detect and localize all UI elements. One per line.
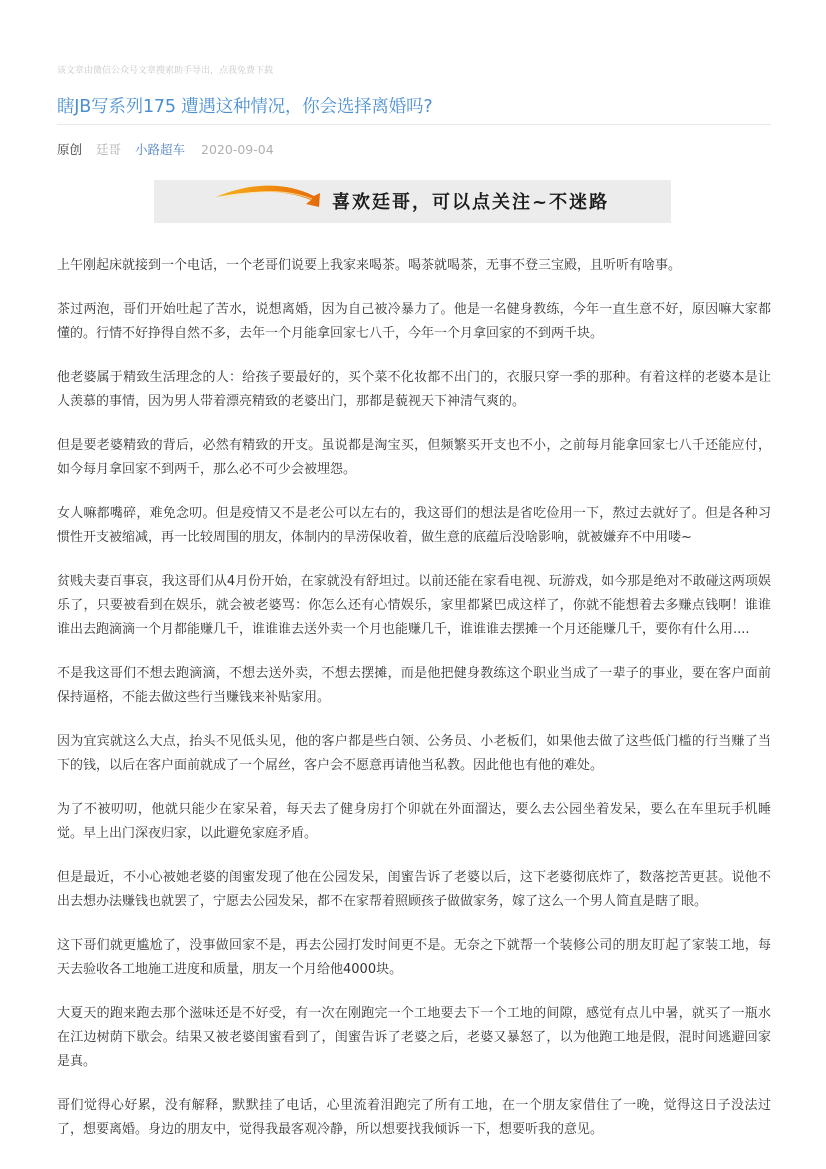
article-paragraph: 但是要老婆精致的背后，必然有精致的开支。虽说都是淘宝买，但频繁买开支也不小，之前每月能拿回家七八千还能应付，如今每月拿回家不到两千，那么必不可少会被埋怨。: [57, 438, 771, 477]
publish-date: 2020-09-04: [201, 142, 274, 157]
account-name-link[interactable]: 小路超车: [135, 142, 186, 157]
author-name: 廷哥: [96, 142, 122, 157]
original-label: 原创: [57, 142, 83, 157]
article-paragraph: 他老婆属于精致生活理念的人：给孩子要最好的，买个菜不化妆都不出门的，衣服只穿一季的那种。有着这样的老婆本是让人羡慕的事情，因为男人带着漂亮精致的老婆出门，那都是藐视天下神清气爽的。: [57, 370, 771, 409]
article-paragraph: 哥们觉得心好累，没有解释，默默挂了电话，心里流着泪跑完了所有工地，在一个朋友家借住了一晚，觉得这日子没法过了，想要离婚。身边的朋友中，觉得我最客观冷静，所以想要找我倾诉一下，想要听我的意见。: [57, 1098, 771, 1137]
article-paragraph: 但是最近，不小心被她老婆的闺蜜发现了他在公园发呆，闺蜜告诉了老婆以后，这下老婆彻底炸了，数落挖苦更甚。说他不出去想办法赚钱也就罢了，宁愿去公园发呆，都不在家帮着照顾孩子做做家务，嫁了这么一个男人简直是瞎了眼。: [57, 870, 771, 909]
title-divider: [57, 124, 771, 125]
article-paragraph: 贫贱夫妻百事哀，我这哥们从4月份开始，在家就没有舒坦过。以前还能在家看电视、玩游戏，如今那是绝对不敢碰这两项娱乐了，只要被看到在娱乐，就会被老婆骂：你怎么还有心情娱乐，家里都紧巴成这样了，你就不能想着去多赚点钱啊！谁谁谁出去跑滴滴一个月都能赚几千，谁谁谁去送外卖一个月也能赚几千，谁谁谁去摆摊一个月还能赚几千，要你有什么用....: [57, 574, 771, 637]
follow-banner-image: [154, 180, 671, 223]
article-paragraph: 不是我这哥们不想去跑滴滴，不想去送外卖，不想去摆摊，而是他把健身教练这个职业当成了一辈子的事业，要在客户面前保持逼格，不能去做这些行当赚钱来补贴家用。: [57, 666, 771, 705]
article-paragraph: 这下哥们就更尴尬了，没事做回家不是，再去公园打发时间更不是。无奈之下就帮一个装修公司的朋友盯起了家装工地，每天去验收各工地施工进度和质量，朋友一个月给他4000块。: [57, 938, 771, 977]
article-paragraph: 茶过两泡，哥们开始吐起了苦水，说想离婚，因为自己被冷暴力了。他是一名健身教练，今年一直生意不好，原因嘛大家都懂的。行情不好挣得自然不多，去年一个月能拿回家七八千，今年一个月拿回家的不到两千块。: [57, 302, 771, 341]
export-note-link[interactable]: 该文章由微信公众号文章搜索助手导出，点我免费下载: [57, 66, 274, 76]
article-body: [57, 254, 771, 1162]
article-paragraph: 为了不被叨叨，他就只能少在家呆着，每天去了健身房打个卯就在外面溜达，要么去公园坐着发呆，要么在车里玩手机睡觉。早上出门深夜归家，以此避免家庭矛盾。: [57, 802, 771, 841]
article-title: 瞎JB写系列175 遭遇这种情况，你会选择离婚吗?: [57, 97, 433, 117]
article-paragraph: 大夏天的跑来跑去那个滋味还是不好受，有一次在刚跑完一个工地要去下一个工地的间隙，感觉有点儿中暑，就买了一瓶水在江边树荫下歇会。结果又被老婆闺蜜看到了，闺蜜告诉了老婆之后，老婆又暴怒了，以为他跑工地是假，混时间逃避回家是真。: [57, 1006, 771, 1069]
banner-caption: 喜欢廷哥，可以点关注~不迷路: [332, 192, 610, 213]
article-meta: [57, 140, 284, 158]
article-paragraph: 女人嘛都嘴碎，难免念叨。但是疫情又不是老公可以左右的，我这哥们的想法是省吃俭用一下，熬过去就好了。但是各种习惯性开支被缩减，再一比较周围的朋友，体制内的旱涝保收着，做生意的底蕴后没啥影响，就被嫌弃不中用喽~: [57, 506, 771, 545]
article-paragraph: 上午刚起床就接到一个电话，一个老哥们说要上我家来喝茶。喝茶就喝茶，无事不登三宝殿，且听听有啥事。: [57, 258, 682, 273]
article-paragraph: 因为宜宾就这么大点，抬头不见低头见，他的客户都是些白领、公务员、小老板们，如果他去做了这些低门槛的行当赚了当下的钱，以后在客户面前就成了一个屌丝，客户会不愿意再请他当私教。因此他也有他的难处。: [57, 734, 771, 773]
